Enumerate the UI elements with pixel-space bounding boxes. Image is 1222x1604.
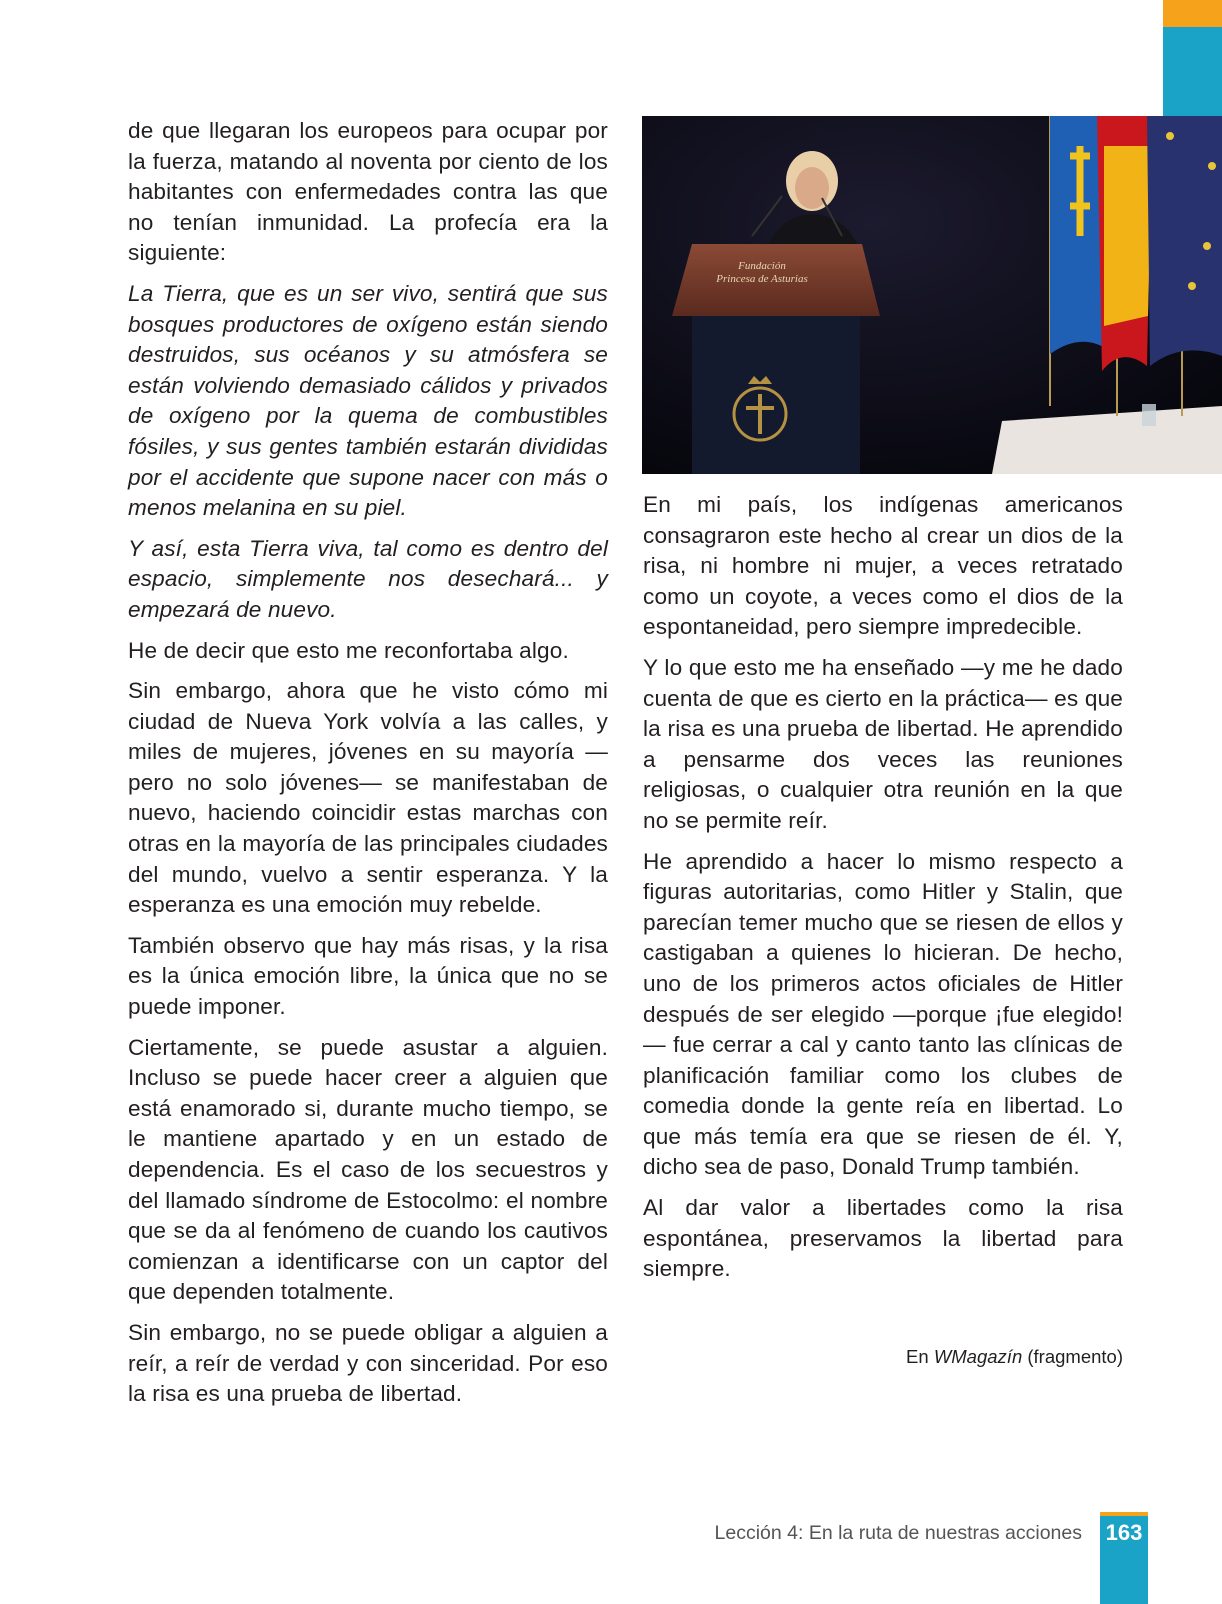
paragraph: He aprendido a hacer lo mismo respecto a figuras autoritarias, como Hitler y Stalin, que parecían temer mucho que se riesen de ellos y castigaban a quienes lo hicieran. De hecho, uno de los primeros actos oficiales de Hitler después de ser elegido —porque ¡fue elegido!— fue cerrar a cal y canto tanto las clínicas de planificación familiar como los clubes de comedia donde la gente reía en libertad. Lo que más temía era que se riesen de él. Y, dicho sea de paso, Donald Trump también. bbox=[643, 848, 1123, 1180]
left-column bbox=[128, 116, 608, 1420]
page-number: 163 bbox=[1105, 1520, 1143, 1545]
right-column bbox=[643, 490, 1123, 1295]
paragraph: Sin embargo, no se puede obligar a alguien a reír, a reír de verdad y con sinceridad. Por eso la risa es una prueba de libertad. bbox=[128, 1319, 608, 1407]
paragraph: Ciertamente, se puede asustar a alguien. Incluso se puede hacer creer a alguien que está enamorado si, durante mucho tiempo, se le mantiene apartado y en un estado de dependencia. Es el caso de los secuestros y del llamado síndrome de Estocolmo: el nombre que se da al fenómeno de cuando los cautivos comienzan a identificarse con un captor del que dependen totalmente. bbox=[128, 1034, 608, 1305]
paragraph: También observo que hay más risas, y la risa es la única emoción libre, la única que no se puede imponer. bbox=[128, 932, 608, 1020]
paragraph: Sin embargo, ahora que he visto cómo mi ciudad de Nueva York volvía a las calles, y miles de mujeres, jóvenes en su mayoría —pero no solo jóvenes— se manifestaban de nuevo, haciendo coincidir estas marchas con otras en la mayoría de las principales ciudades del mundo, vuelvo a sentir esperanza. Y la esperanza es una emoción muy rebelde. bbox=[128, 678, 608, 918]
source-prefix: En bbox=[906, 1346, 934, 1367]
podium-label-line1: Fundación bbox=[738, 260, 786, 272]
speaker-photo bbox=[642, 116, 1222, 474]
podium-label-line2: Princesa de Asturias bbox=[716, 273, 808, 285]
source-suffix: (fragmento) bbox=[1022, 1346, 1123, 1367]
paragraph: Al dar valor a libertades como la risa espontánea, preservamos la libertad para siempre. bbox=[643, 1195, 1123, 1282]
page-number-badge bbox=[1100, 1512, 1148, 1604]
paragraph: He de decir que esto me reconfortaba algo. bbox=[128, 637, 569, 663]
flag-european-union bbox=[1147, 116, 1222, 366]
paragraph: Y lo que esto me ha enseñado —y me he dado cuenta de que es cierto en la práctica— es que la risa es una prueba de libertad. He aprendido a pensarme dos veces las reuniones religiosas, o cualquier otra reunión en la que no se permite reír. bbox=[643, 654, 1123, 833]
lesson-footer: Lección 4: En la ruta de nuestras acciones bbox=[714, 1522, 1082, 1544]
paragraph: En mi país, los indígenas americanos consagraron este hecho al crear un dios de la risa, ni hombre ni mujer, a veces retratado como un coyote, a veces como el dios de la espontaneidad, pero siempre impredecible. bbox=[643, 492, 1123, 640]
corner-tab-teal bbox=[1163, 27, 1222, 117]
source-publication: WMagazín bbox=[933, 1346, 1023, 1367]
prophecy-quote-continued: Y así, esta Tierra viva, tal como es dentro del espacio, simplemente nos desechará... y empezará de nuevo. bbox=[128, 535, 608, 622]
source-citation bbox=[906, 1345, 1123, 1369]
paragraph: de que llegaran los europeos para ocupar por la fuerza, matando al noventa por ciento de los habitantes con enfermedades contra las que no tenían inmunidad. La profecía era la siguiente: bbox=[128, 118, 608, 266]
corner-tab-orange bbox=[1163, 0, 1222, 27]
prophecy-quote: La Tierra, que es un ser vivo, sentirá que sus bosques productores de oxígeno están siendo destruidos, sus océanos y su atmósfera se están volviendo demasiado cálidos y privados de oxígeno por la quema de combustibles fósiles, y sus gentes también estarán divididas por el accidente que supone nacer con más o menos melanina en su piel. bbox=[128, 280, 608, 521]
